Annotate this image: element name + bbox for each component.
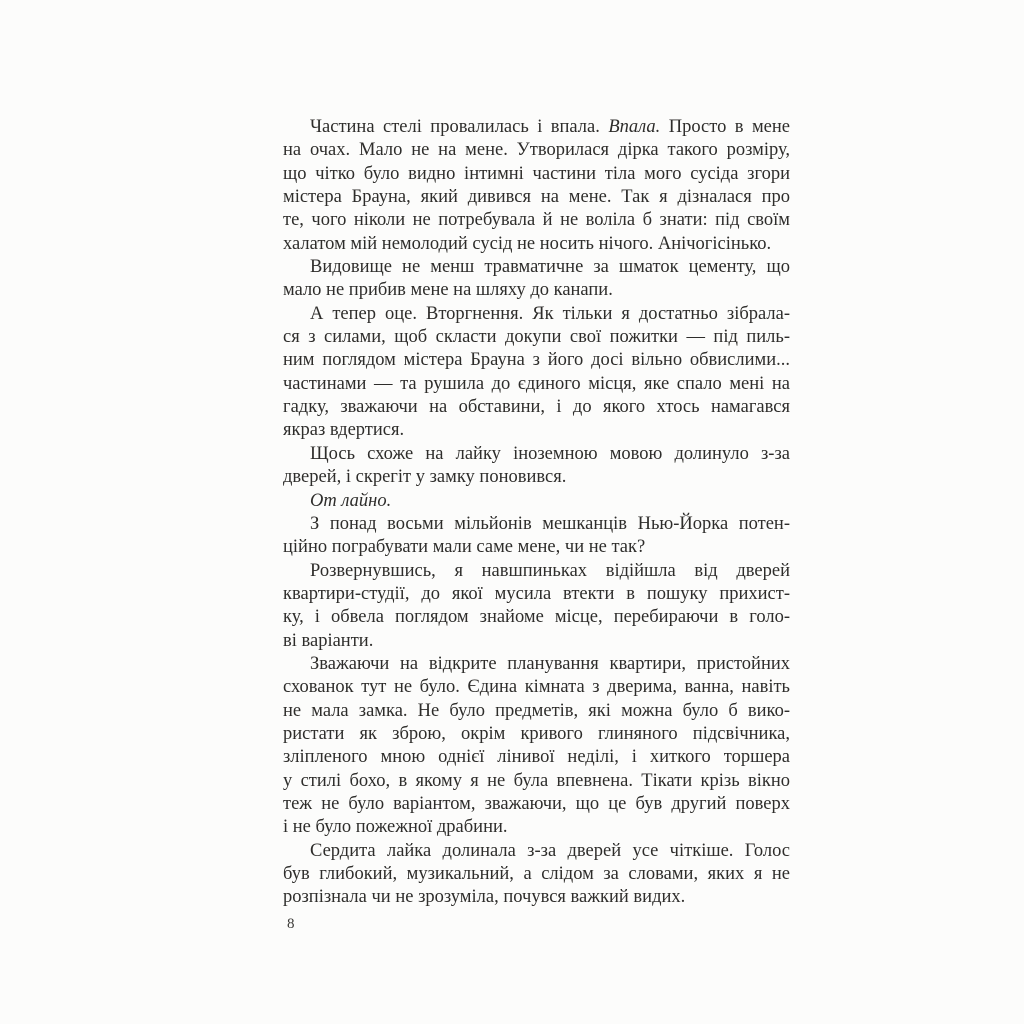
text-line: на очах. Мало не на мене. Утворилася дірка такого розміру,: [283, 140, 790, 161]
paragraph: [283, 560, 790, 653]
text-block: [283, 116, 790, 910]
text-line: зліпленого мною однієї лінивої неділі, і хиткого торшера: [283, 747, 790, 768]
text-line: те, чого ніколи не потребувала й не воліла б знати: під своїм: [283, 210, 790, 231]
paragraph: [283, 116, 790, 256]
text-line: дверей, і скрегіт у замку поновився.: [283, 467, 567, 488]
text-line: ку, і обвела поглядом знайоме місце, перебираючи в голо-: [283, 607, 790, 628]
text-line: Сердита лайка долинала з-за дверей усе чіткіше. Голос: [310, 840, 790, 861]
text-line: Частина стелі провалилась і впала. Впала. Просто в мене: [310, 117, 790, 137]
text-line: не мала замка. Не було предметів, які можна було б вико-: [283, 700, 790, 721]
text-line: схованок тут не було. Єдина кімната з дверима, ванна, навіть: [283, 677, 790, 698]
text-line: ційно пограбувати мали саме мене, чи не так?: [283, 537, 646, 558]
page-number: 8: [287, 916, 295, 932]
text-line: ві варіанти.: [283, 630, 374, 651]
text-line: квартири-студії, до якої мусила втекти в пошуку прихист-: [283, 583, 790, 604]
text-line: гадку, зважаючи на обставини, і до якого хтось намагався: [283, 397, 790, 418]
text-line: халатом мій немолодий сусід не носить нічого. Анічогісінько.: [283, 233, 772, 254]
text-line: ристати як зброю, окрім кривого глиняного підсвічника,: [283, 723, 790, 744]
paragraph: [283, 443, 790, 490]
text-line: От лайно.: [310, 490, 392, 511]
text-line: розпізнала чи не зрозуміла, почувся важкий видих.: [283, 887, 686, 908]
text-line: і не було пожежної драбини.: [283, 817, 508, 838]
text-line: що чітко було видно інтимні частини тіла мого сусіда згори: [283, 163, 790, 184]
text-line: у стилі бохо, в якому я не була впевнена. Тікати крізь вікно: [283, 770, 790, 791]
text-line: А тепер оце. Вторгнення. Як тільки я достатньо зібрала-: [310, 303, 790, 324]
paragraph: [283, 840, 790, 910]
text-line: був глибокий, музикальний, а слідом за словами, яких я не: [283, 864, 790, 884]
paragraph: [283, 653, 790, 840]
text-line: мало не прибив мене на шляху до канапи.: [283, 280, 613, 301]
text-line: З понад восьми мільйонів мешканців Нью-Йорка потен-: [310, 513, 790, 534]
text-line: теж не було варіантом, зважаючи, що це був другий поверх: [283, 793, 790, 814]
text-line: містера Брауна, який дивився на мене. Так я дізналася про: [283, 187, 790, 208]
text-line: Видовище не менш травматичне за шматок цементу, що: [310, 257, 790, 278]
text-line: якраз вдертися.: [283, 420, 405, 441]
text-line: Розвернувшись, я навшпиньках відійшла від дверей: [310, 560, 790, 581]
text-line: Зважаючи на відкрите планування квартири, пристойних: [310, 653, 790, 674]
text-line: ся з силами, щоб скласти докупи свої пожитки — під пиль-: [283, 327, 790, 348]
text-line: частинами — та рушила до єдиного місця, яке спало мені на: [283, 373, 790, 394]
paragraph: [283, 256, 790, 303]
paragraph: [283, 513, 790, 560]
text-line: ним поглядом містера Брауна з його досі вільно обвислими...: [283, 350, 790, 371]
text-line: Щось схоже на лайку іноземною мовою долинуло з-за: [310, 443, 790, 464]
paragraph: [283, 303, 790, 443]
paragraph: [283, 490, 790, 513]
